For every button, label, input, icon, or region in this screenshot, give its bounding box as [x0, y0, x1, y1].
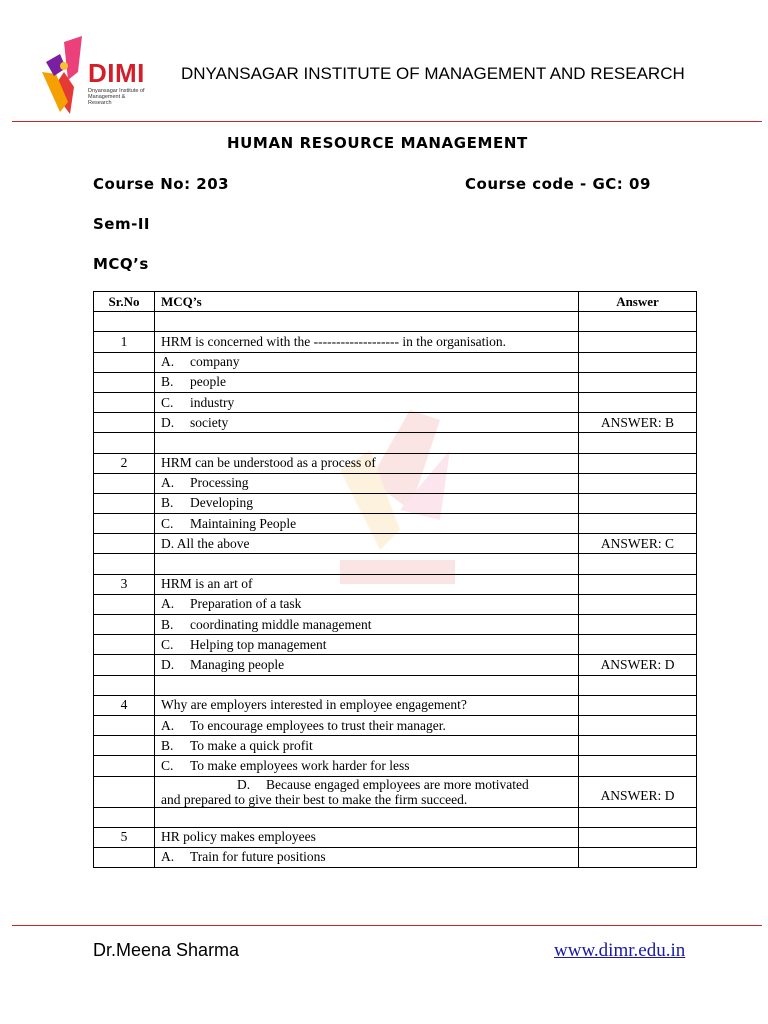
option	[155, 352, 579, 372]
option-text: Managing people	[190, 656, 285, 672]
table-row	[94, 473, 697, 493]
option	[155, 776, 579, 807]
option	[155, 413, 579, 433]
footer-divider	[12, 925, 762, 926]
option-letter: B.	[161, 495, 174, 511]
option	[155, 736, 579, 756]
table-row	[94, 453, 697, 473]
option	[155, 715, 579, 735]
table-row	[94, 776, 697, 807]
table-row	[94, 695, 697, 715]
answer-label: ANSWER: C	[579, 534, 697, 554]
question-text: Why are employers interested in employee engagement?	[155, 695, 579, 715]
option-letter: D.	[161, 414, 175, 430]
table-row	[94, 534, 697, 554]
option-text: Processing	[190, 475, 249, 491]
option	[155, 372, 579, 392]
option-text: Maintaining People	[190, 515, 297, 531]
option-text: To make a quick profit	[190, 737, 313, 753]
header-sr-no: Sr.No	[94, 292, 155, 312]
table-row	[94, 554, 697, 574]
option-letter: A.	[161, 354, 175, 370]
option-letter: B.	[161, 737, 174, 753]
table-row	[94, 615, 697, 635]
mcq-table	[93, 291, 697, 868]
option-letter: D.	[161, 656, 175, 672]
option	[155, 756, 579, 776]
question-number: 5	[94, 827, 155, 847]
option	[155, 655, 579, 675]
table-row	[94, 372, 697, 392]
table-row	[94, 675, 697, 695]
option-text: Because engaged employees are more motivated	[266, 776, 529, 792]
option-text: D. All the above	[161, 535, 250, 551]
option-text: society	[190, 414, 229, 430]
table-row	[94, 413, 697, 433]
option	[155, 493, 579, 513]
logo-wordmark: DIMI	[88, 58, 145, 88]
logo-subtitle: Dnyansagar Institute of Management & Research	[88, 88, 145, 106]
table-row	[94, 594, 697, 614]
table-row	[94, 715, 697, 735]
table-row	[94, 352, 697, 372]
option-text: Train for future positions	[190, 849, 326, 865]
table-row	[94, 312, 697, 332]
option-letter: C.	[161, 394, 174, 410]
answer-label: ANSWER: D	[579, 776, 697, 807]
option-letter: B.	[161, 616, 174, 632]
footer-website-link[interactable]: www.dimr.edu.in	[554, 940, 686, 961]
document-title: HUMAN RESOURCE MANAGEMENT	[227, 134, 528, 152]
question-text: HRM is an art of	[155, 574, 579, 594]
option-letter: C.	[161, 636, 174, 652]
section-heading: MCQ’s	[93, 255, 149, 273]
option	[155, 615, 579, 635]
answer-label: ANSWER: B	[579, 413, 697, 433]
option-text: industry	[190, 394, 235, 410]
header-mcq: MCQ’s	[155, 292, 579, 312]
table-row	[94, 332, 697, 352]
institute-name: DNYANSAGAR INSTITUTE OF MANAGEMENT AND RESEARCH	[181, 64, 685, 83]
header-divider	[12, 121, 762, 122]
option-letter: A.	[161, 596, 175, 612]
table-row	[94, 736, 697, 756]
header-answer: Answer	[579, 292, 697, 312]
option	[155, 514, 579, 534]
option-text: company	[190, 354, 240, 370]
table-row	[94, 847, 697, 867]
question-text: HRM can be understood as a process of	[155, 453, 579, 473]
question-text: HRM is concerned with the ------------------- in the organisation.	[155, 332, 579, 352]
option	[155, 847, 579, 867]
option	[155, 594, 579, 614]
option-letter: C.	[161, 515, 174, 531]
table-row	[94, 827, 697, 847]
table-row	[94, 655, 697, 675]
option-text: Preparation of a task	[190, 596, 302, 612]
table-row	[94, 514, 697, 534]
option-text: Helping top management	[190, 636, 327, 652]
table-row	[94, 635, 697, 655]
course-number: Course No: 203	[93, 175, 230, 193]
question-number: 2	[94, 453, 155, 473]
option-text: people	[190, 374, 226, 390]
option-text-continued: and prepared to give their best to make the firm succeed.	[161, 791, 468, 807]
answer-label: ANSWER: D	[579, 655, 697, 675]
course-code: Course code - GC: 09	[465, 175, 651, 193]
table-row	[94, 392, 697, 412]
option-letter: A.	[161, 849, 175, 865]
option	[155, 635, 579, 655]
table-row	[94, 493, 697, 513]
question-text: HR policy makes employees	[155, 827, 579, 847]
option-letter: B.	[161, 374, 174, 390]
table-row	[94, 574, 697, 594]
option-letter: C.	[161, 757, 174, 773]
question-number: 4	[94, 695, 155, 715]
question-number: 3	[94, 574, 155, 594]
option-text: coordinating middle management	[190, 616, 372, 632]
table-row	[94, 433, 697, 453]
footer-author: Dr.Meena Sharma	[93, 940, 240, 960]
option	[155, 392, 579, 412]
table-row	[94, 756, 697, 776]
option-text: Developing	[190, 495, 253, 511]
option-text: To encourage employees to trust their manager.	[190, 717, 446, 733]
question-number: 1	[94, 332, 155, 352]
semester: Sem-II	[93, 215, 150, 233]
option-text: To make employees work harder for less	[190, 757, 410, 773]
option	[155, 534, 579, 554]
table-row	[94, 807, 697, 827]
option-letter: A.	[161, 475, 175, 491]
table-header-row	[94, 292, 697, 312]
option-letter: D.	[237, 776, 251, 792]
option-letter: A.	[161, 717, 175, 733]
option	[155, 473, 579, 493]
